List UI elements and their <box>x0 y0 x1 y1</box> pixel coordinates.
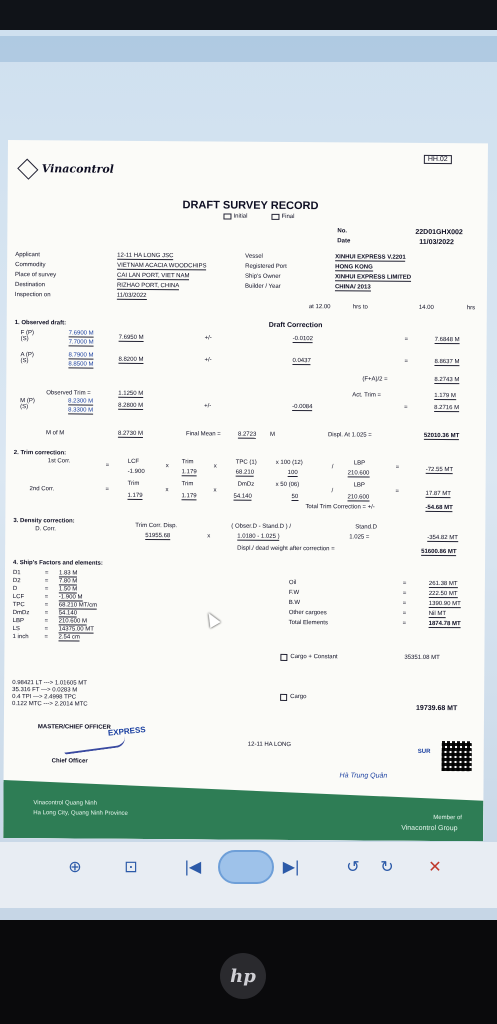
factor-label: D1 <box>12 570 21 577</box>
equals: = <box>44 578 49 585</box>
info-label: Vessel <box>245 253 263 260</box>
factor-value: 1.83 M <box>58 570 78 577</box>
factor-value: 2.54 cm <box>58 634 80 641</box>
info-label: Ship's Owner <box>245 273 281 280</box>
forward-draft-correction: -0.0102 <box>292 335 313 343</box>
form-code-box: HH.02 <box>424 155 452 164</box>
aft-draft-starboard: 8.8500 M <box>68 361 94 368</box>
info-value: XINHUI EXPRESS LIMITED <box>335 274 412 281</box>
equals: = <box>105 486 110 493</box>
x100-value: 100 <box>287 469 298 477</box>
factor-value: 7.80 M <box>58 578 78 585</box>
final-checkbox-checked <box>271 214 279 220</box>
aft-draft-correction: 0.0437 <box>292 357 311 365</box>
equals: = <box>404 358 408 365</box>
final-mean-value: 8.2723 <box>237 431 257 438</box>
conversion-note: 35.316 FT ---> 0.0283 M <box>12 687 78 694</box>
x100-label: x 100 (12) <box>275 459 303 467</box>
vinacontrol-logo-icon <box>17 159 38 180</box>
displacement-value: 52010.36 MT <box>423 432 460 440</box>
times: x <box>213 463 217 470</box>
forward-draft-mean: 7.6950 M <box>118 334 144 341</box>
company-logo-text: Vinacontrol <box>41 162 114 176</box>
equals: = <box>404 404 408 411</box>
info-label: Place of survey <box>15 272 57 279</box>
total-trim-label: Total Trim Correction = +/- <box>305 504 375 511</box>
times: x <box>213 487 217 494</box>
forward-draft-labels: F (P) (S) <box>20 330 35 343</box>
times: x <box>165 487 169 494</box>
info-value: XINHUI EXPRESS V.2201 <box>335 254 406 261</box>
surveyor-signature: Hà Trung Quân <box>339 772 388 780</box>
draft-correction-heading: Draft Correction <box>268 321 323 330</box>
footer-address-line1: Vinacontrol Quang Ninh <box>33 800 97 807</box>
divide: / <box>331 488 334 495</box>
trim-corr-disp-value: 51955.68 <box>145 532 171 540</box>
first-correction-result: -72.55 MT <box>425 466 454 474</box>
second-correction-label: 2nd Corr. <box>29 486 55 493</box>
master-signature <box>63 737 126 755</box>
info-value: CAI LAN PORT, VIET NAM <box>117 272 190 280</box>
viewer-toolbar <box>0 842 497 908</box>
window-title-band <box>0 36 497 62</box>
second-correction-result: 17.87 MT <box>425 490 451 498</box>
equals: = <box>44 594 49 601</box>
trim-value-2: 1.179 <box>127 492 143 499</box>
deadweight-label: Displ./ dead weight after correction = <box>237 545 335 553</box>
factor-label: D2 <box>12 578 21 585</box>
factor-label: TPC <box>12 602 25 609</box>
hp-logo-icon: hp <box>220 953 266 999</box>
info-value: VIETNAM ACACIA WOODCHIPS <box>117 262 207 270</box>
dmdz-value: 54.140 <box>233 493 252 500</box>
dmdz-label: DmDz <box>237 481 255 488</box>
factor-label: D <box>12 586 18 593</box>
initial-label: Initial <box>233 213 248 220</box>
density-correction-result: -354.82 MT <box>427 534 458 542</box>
rotate-left-button[interactable]: ↺ <box>346 859 360 876</box>
section-trim-correction: 2. Trim correction: <box>13 450 67 457</box>
midship-draft-starboard: 8.3300 M <box>68 407 94 414</box>
forward-draft-starboard: 7.7000 M <box>68 339 94 346</box>
x50-label: x 50 (06) <box>275 481 300 489</box>
fa2-value: 8.2743 M <box>434 376 460 384</box>
fit-to-window-button[interactable]: ⊡ <box>124 859 138 876</box>
tpc-value: 68.210 <box>235 469 255 476</box>
element-label: Total Elements <box>288 619 329 627</box>
equals: = <box>44 634 49 641</box>
lbp-label: LBP <box>353 460 366 467</box>
final-mean-label: Final Mean = <box>185 431 221 438</box>
info-value: CHINA/ 2013 <box>334 284 371 291</box>
equals: = <box>404 336 409 343</box>
info-label: Builder / Year <box>244 283 281 290</box>
info-label: Registered Port <box>245 263 287 270</box>
element-value: Nil MT <box>428 610 447 618</box>
surveyor-stamp: SUR <box>417 748 431 755</box>
aft-draft-port: 8.7900 M <box>68 352 94 359</box>
lbp-label-2: LBP <box>353 482 365 489</box>
initial-checkbox <box>223 214 231 220</box>
info-label: Commodity <box>15 262 46 269</box>
document-title: DRAFT SURVEY RECORD <box>182 199 319 213</box>
factor-value: 14375.00 MT <box>58 626 94 633</box>
equals: = <box>402 580 407 587</box>
factor-value: 54.140 <box>58 610 78 617</box>
cargo-constant-label: Cargo + Constant <box>290 653 338 661</box>
times: x <box>165 463 169 470</box>
equals: = <box>395 464 400 471</box>
factor-label: 1 inch <box>12 634 29 641</box>
x50-value: 50 <box>291 493 299 501</box>
midship-draft-correction: -0.0084 <box>292 403 313 411</box>
element-value: 222.50 MT <box>428 590 458 598</box>
final-label: Final <box>281 213 295 221</box>
equals: = <box>402 610 407 617</box>
no-label: No. <box>337 228 348 235</box>
trim-label: Trim <box>181 459 194 466</box>
info-label: Applicant <box>15 252 40 259</box>
ship-stamp: EXPRESS <box>107 725 147 738</box>
final-mean-unit: M <box>269 431 275 438</box>
equals: = <box>402 590 407 597</box>
conversion-note: 0.98421 LT ---> 1.01605 MT <box>12 680 87 687</box>
equals: = <box>44 602 49 609</box>
observed-density-values: 1.0180 - 1.025 ) <box>237 533 280 540</box>
next-page-button[interactable]: ▶| <box>282 859 300 876</box>
equals: = <box>44 626 49 633</box>
element-label: Oil <box>288 579 297 587</box>
element-value: 261.38 MT <box>428 580 458 588</box>
tpc-label: TPC (1) <box>235 459 257 466</box>
mofm-label: M of M <box>45 430 65 437</box>
midship-draft-labels: M (P) (S) <box>20 398 35 411</box>
delete-button[interactable]: ✕ <box>428 859 442 876</box>
trim-corr-disp-label: Trim Corr. Disp. <box>135 522 178 530</box>
fa2-label: (F+A)/2 = <box>362 376 388 383</box>
info-value: 12-11 HA LONG JSC <box>117 252 174 260</box>
equals: = <box>402 620 407 627</box>
chief-officer-label: Chief Officer <box>51 758 88 765</box>
slideshow-button[interactable] <box>218 850 274 884</box>
factor-value: 1.50 M <box>58 586 78 593</box>
equals: = <box>395 488 400 495</box>
element-label: Other cargoes <box>288 609 327 617</box>
midship-draft-mean: 8.2800 M <box>118 402 144 409</box>
times: x <box>207 533 211 540</box>
section-ships-factors: 4. Ship's Factors and elements: <box>13 560 103 567</box>
element-label: B.W <box>288 599 301 607</box>
conversion-note: 0.122 MTC ---> 2.2014 MTC <box>12 701 88 708</box>
previous-page-button[interactable]: |◀ <box>184 859 202 876</box>
first-correction-label: 1st Corr. <box>47 458 71 465</box>
element-value: 1390.90 MT <box>428 600 461 608</box>
time-start: at 12.00 <box>308 304 331 311</box>
aft-draft-mean: 8.8200 M <box>118 356 144 363</box>
factor-value: 68.210 MT/cm <box>58 602 98 609</box>
factor-value: -1.900 M <box>58 594 83 601</box>
factor-label: LBP <box>12 618 25 625</box>
observed-trim-value: 1.1250 M <box>118 390 144 397</box>
standard-density-label: Stand.D <box>355 524 378 531</box>
time-to: hrs to <box>352 304 368 311</box>
zoom-in-button[interactable]: ⊕ <box>68 859 82 876</box>
trim-label-3: Trim <box>181 481 194 488</box>
info-label: Inspection on <box>14 292 51 299</box>
lbp-value: 210.600 <box>347 470 370 477</box>
applicant-signature-label: 12-11 HA LONG <box>247 741 292 748</box>
standard-density-value: 1.025 = <box>349 534 370 541</box>
element-label: F.W <box>288 589 300 597</box>
midship-draft-result: 8.2716 M <box>434 404 460 412</box>
trim-label-2: Trim <box>127 480 140 487</box>
lbp-value-2: 210.600 <box>347 494 370 501</box>
plus-minus: +/- <box>204 357 212 364</box>
plus-minus: +/- <box>204 403 212 410</box>
cargo-label: Cargo <box>290 693 307 701</box>
equals: = <box>44 618 49 625</box>
footer-address-line2: Ha Long City, Quang Ninh Province <box>33 810 128 817</box>
equals: = <box>44 610 49 617</box>
section-observed-draft: 1. Observed draft: <box>14 320 67 327</box>
info-value: RIZHAO PORT, CHINA <box>116 282 180 290</box>
info-value: 11/03/2022 <box>116 292 147 299</box>
deadweight-value: 51600.86 MT <box>421 548 457 556</box>
equals: = <box>402 600 407 607</box>
date-label: Date <box>337 238 351 245</box>
master-signature-label: MASTER/CHIEF OFFICER <box>37 724 111 731</box>
observed-trim-label: Observed Trim = <box>46 390 91 397</box>
cargo-checkbox <box>280 694 287 701</box>
info-value: HONG KONG <box>335 264 373 271</box>
factor-label: LS <box>12 626 20 633</box>
certificate-number: 22D01GHX002 <box>415 228 463 237</box>
density-corr-label: D. Corr. <box>35 526 56 533</box>
aft-draft-result: 8.8637 M <box>434 358 460 366</box>
total-trim-value: -54.68 MT <box>425 504 453 512</box>
element-value: 1874.78 MT <box>428 620 461 628</box>
displacement-label: Displ. At 1.025 = <box>327 432 372 439</box>
trim-value-3: 1.179 <box>181 493 197 500</box>
forward-draft-port: 7.6900 M <box>68 330 94 337</box>
cargo-value: 19739.68 MT <box>416 704 458 713</box>
conversion-note: 0.4 TPI ---> 2.4998 TPC <box>12 694 77 701</box>
date-value: 11/03/2022 <box>419 238 454 247</box>
cargo-constant-checkbox <box>280 654 287 661</box>
aft-draft-labels: A (P) (S) <box>20 352 34 365</box>
plus-minus: +/- <box>204 335 212 342</box>
trim-value: 1.179 <box>181 469 197 476</box>
equals: = <box>105 462 110 469</box>
lcf-value: -1.900 <box>127 468 145 475</box>
act-trim-label: Act. Trim = <box>352 392 382 399</box>
time-end: 14.00 <box>418 304 434 311</box>
qr-code <box>442 741 472 771</box>
observed-density-label: ( Obser.D - Stand.D ) / <box>231 523 292 530</box>
footer-member-of: Member of <box>433 814 462 822</box>
equals: = <box>44 586 49 593</box>
midship-draft-port: 8.2300 M <box>68 398 94 405</box>
forward-draft-result: 7.6848 M <box>434 336 460 344</box>
factor-label: LCF <box>12 594 25 601</box>
factor-label: DmDz <box>12 610 30 617</box>
divide: / <box>331 464 334 471</box>
cargo-constant-value: 35351.08 MT <box>404 654 440 662</box>
mofm-value: 8.2730 M <box>117 430 144 437</box>
monitor-top-bezel <box>0 0 497 30</box>
draft-survey-document <box>3 140 488 841</box>
info-label: Destination <box>14 282 46 289</box>
lcf-label: LCF <box>127 458 140 465</box>
section-density-correction: 3. Density correction: <box>13 518 75 525</box>
factor-value: 210.600 M <box>58 618 88 625</box>
rotate-right-button[interactable]: ↻ <box>380 859 394 876</box>
footer-group: Vinacontrol Group <box>401 824 458 833</box>
act-trim-value: 1.179 M <box>434 392 456 400</box>
time-hrs: hrs <box>466 305 476 312</box>
equals: = <box>44 570 49 577</box>
